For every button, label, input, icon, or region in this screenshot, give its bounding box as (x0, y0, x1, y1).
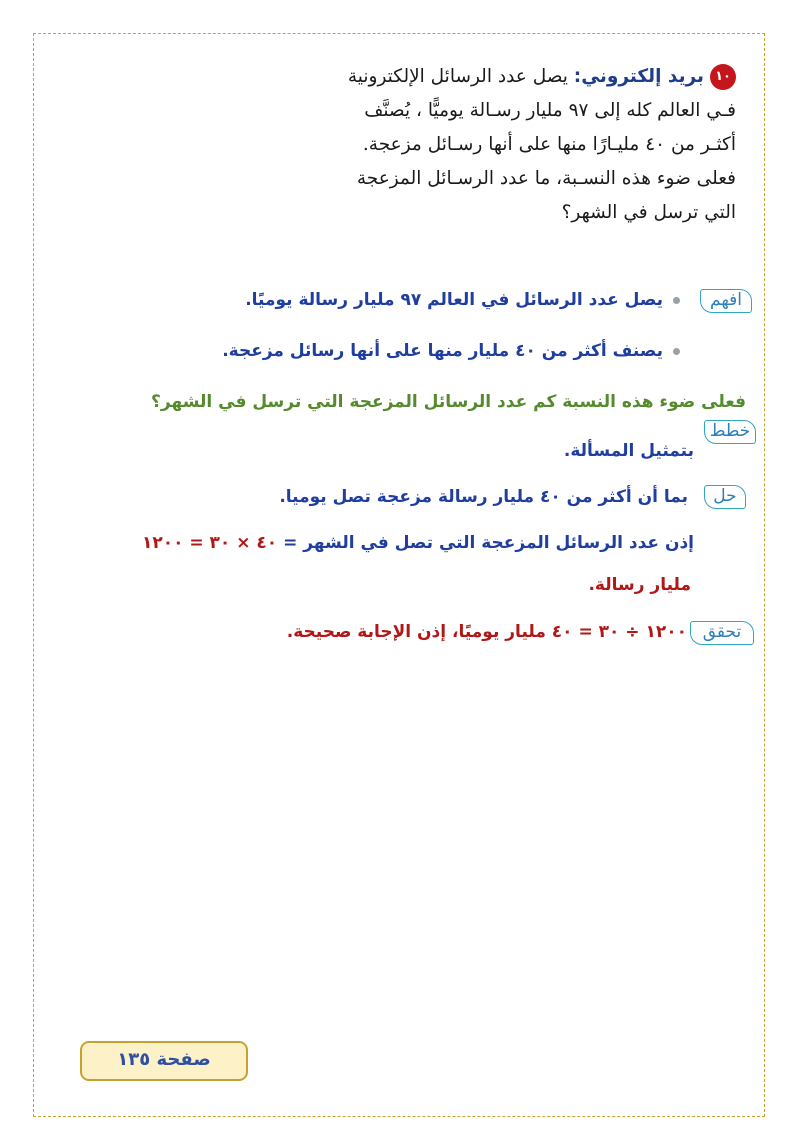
understand-tag: افهم (700, 289, 752, 313)
problem-text-line: فعلى ضوء هذه النسـبة، ما عدد الرسـائل المزعجة (356, 168, 736, 189)
plan-line: بتمثيل المسألة. (563, 441, 694, 461)
problem-statement (176, 60, 736, 230)
problem-text-line: أكثـر من ٤٠ مليـارًا منها على أنها رسـائل مزعجة. (362, 134, 736, 155)
check-line: ١٢٠٠ ÷ ٣٠ = ٤٠ مليار يوميًا، إذن الإجابة صحيحة. (286, 622, 687, 642)
problem-text-line: التي ترسل في الشهر؟ (561, 202, 736, 223)
question-line: فعلى ضوء هذه النسبة كم عدد الرسائل المزعجة التي ترسل في الشهر؟ (151, 392, 746, 412)
plan-tag: خطط (704, 420, 756, 444)
solve-line-1: بما أن أكثر من ٤٠ مليار رسالة مزعجة تصل يوميا. (279, 487, 688, 507)
problem-text-line: يصل عدد الرسائل الإلكترونية (347, 66, 568, 87)
solve-tag: حل (704, 485, 746, 509)
bullet-icon (673, 297, 680, 304)
bullet-icon (673, 348, 680, 355)
problem-line-1 (176, 60, 736, 94)
solve-line-2: إذن عدد الرسائل المزعجة التي تصل في الشهر = ٤٠ × ٣٠ = ١٢٠٠ (141, 533, 694, 553)
problem-text-line: فـي العالم كله إلى ٩٧ مليار رسـالة يوميًّا ، يُصنَّف (364, 100, 736, 121)
check-tag: تحقق (690, 621, 754, 645)
solve-line-3: مليار رسالة. (588, 575, 691, 595)
problem-keyword: بريد إلكتروني: (573, 66, 704, 87)
problem-number-badge: ١٠ (710, 64, 736, 90)
page-number-box: صفحة ١٣٥ (80, 1041, 248, 1081)
solve-result: ٤٠ × ٣٠ = ١٢٠٠ (141, 533, 278, 553)
understand-item-1: يصل عدد الرسائل في العالم ٩٧ مليار رسالة يوميًا. (245, 290, 680, 310)
understand-item-2: يصنف أكثر من ٤٠ مليار منها على أنها رسائل مزعجة. (222, 341, 680, 361)
